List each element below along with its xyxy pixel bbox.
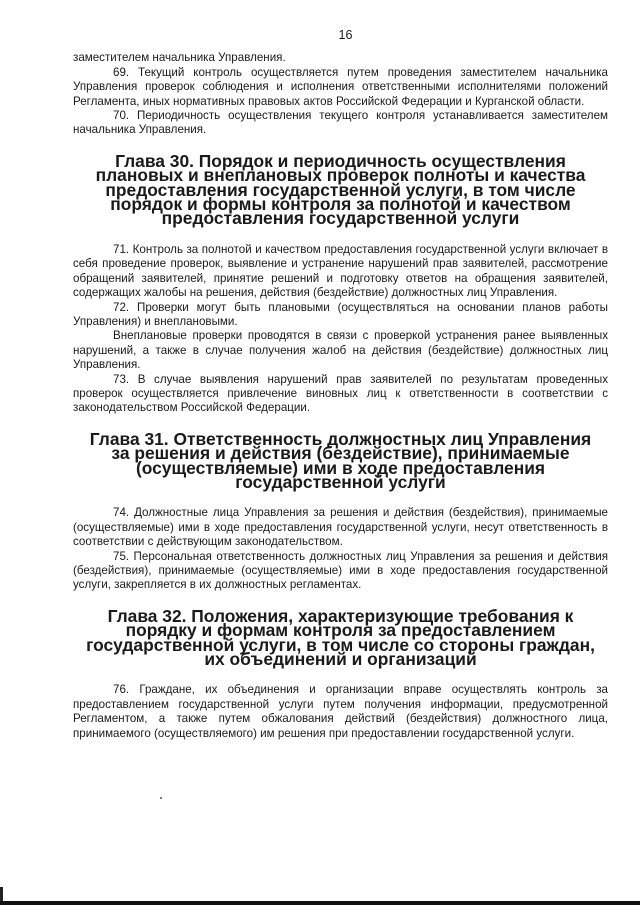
paragraph-70: 70. Периодичность осуществления текущего контроля устанавливается заместителем начальника Управления. (73, 109, 608, 137)
paragraph-74: 74. Должностные лица Управления за решения и действия (бездействия), принимаемые (осуществляемые) ими в ходе предоставления государственной услуги, несут ответственность в соответствии с действующим законодательством. (73, 506, 608, 549)
scan-speck (160, 797, 162, 799)
continuation-line: заместителем начальника Управления. (73, 51, 286, 65)
chapter-30-title: Глава 30. Порядок и периодичность осуществления плановых и внеплановых проверок полноты и качества предоставления государственной услуги, в том числе порядок и формы контроля за полнотой и качеством предоставления государственной услуги (95, 150, 586, 229)
document-page (73, 28, 608, 741)
page-number: 16 (338, 28, 353, 42)
paragraph-72-unplanned: Внеплановые проверки проводятся в связи с проверкой устранения ранее выявленных нарушений, а также в случае получения жалоб на действия (бездействие) должностных лиц Управления. (73, 329, 608, 372)
chapter-32-title: Глава 32. Положения, характеризующие требования к порядку и формам контроля за предоставлением государственной услуги, в том числе со стороны граждан, их объединений и организаций (86, 605, 595, 670)
paragraph-72: 72. Проверки могут быть плановыми (осуществляться на основании планов работы Управления) и внеплановыми. (73, 300, 608, 328)
scan-bottom-edge (0, 901, 640, 905)
paragraph-69: 69. Текущий контроль осуществляется путем проведения заместителем начальника Управления проверок соблюдения и исполнения ответственными исполнителями положений Регламента, иных нормативных правовых актов Российской Федерации и Курганской области. (73, 65, 608, 108)
chapter-31-title: Глава 31. Ответственность должностных лиц Управления за решения и действия (бездействие), принимаемые (осуществляемые) ими в ходе предоставления государственной услуги (89, 428, 592, 492)
paragraph-73: 73. В случае выявления нарушений прав заявителей по результатам проведенных проверок осуществляется привлечение виновных лиц к ответственности в соответствии с законодательством Российской Федерации. (73, 372, 608, 415)
paragraph-71: 71. Контроль за полнотой и качеством предоставления государственной услуги включает в себя проведение проверок, выявление и устранение нарушений прав заявителей, рассмотрение обращений заявителей, принятие решений и подготовку ответов на обращения заявителей, содержащих жалобы на решения, действия (бездействие) должностных лиц Управления. (73, 242, 608, 300)
paragraph-75: 75. Персональная ответственность должностных лиц Управления за решения и действия (бездействия), принимаемые (осуществляемые) ими в ходе предоставления государственной услуги, закрепляется в их должностных регламентах. (73, 549, 608, 592)
paragraph-76: 76. Граждане, их объединения и организации вправе осуществлять контроль за предоставлением государственной услуги путем получения информации, предусмотренной Регламентом, а также путем обжалования действий (бездействия) должностного лица, принимаемого (осуществляемого) им решения при предоставлении государственной услуги. (73, 683, 608, 740)
scan-edge-mark (0, 887, 3, 901)
